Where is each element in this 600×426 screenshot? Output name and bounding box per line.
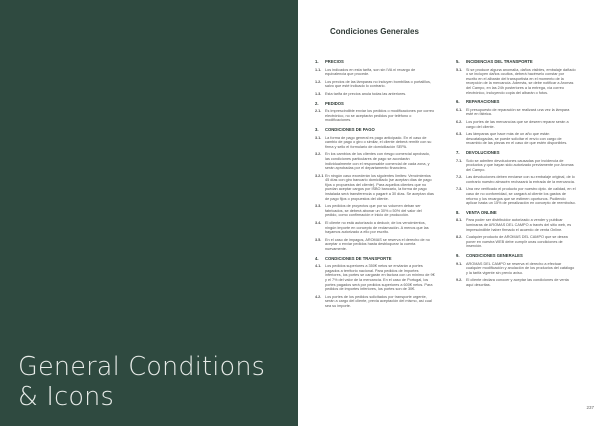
clause bbox=[315, 238, 435, 252]
section-title bbox=[315, 102, 435, 107]
section bbox=[315, 257, 435, 309]
clause-number: 4.1. bbox=[315, 264, 322, 269]
section bbox=[315, 102, 435, 123]
clause-text: Los portes de las mercancías que se deseen reparar serán a cargo del cliente. bbox=[466, 119, 569, 129]
section-number: 5. bbox=[456, 59, 460, 64]
clause bbox=[456, 218, 576, 232]
clause-number: 3.5. bbox=[315, 237, 322, 242]
clause-text: En el caso de impagos, AROMAS se reserva el derecho de no aceptar o enviar pedidos hasta desbloquear la cuenta nuevamente. bbox=[325, 237, 430, 251]
clause bbox=[315, 204, 435, 218]
clause-number: 6.3. bbox=[456, 132, 463, 137]
clause bbox=[456, 187, 576, 205]
clause-text: Esta tarifa de precios anula todas las anteriores. bbox=[325, 91, 407, 96]
section-title-text: PRECIOS bbox=[325, 59, 344, 64]
section-title bbox=[456, 211, 576, 216]
cover-title-line1: General Conditions bbox=[18, 352, 266, 382]
clause-number: 7.2. bbox=[456, 175, 463, 180]
section bbox=[456, 151, 576, 206]
clause bbox=[456, 68, 576, 96]
clause-number: 4.2. bbox=[315, 294, 322, 299]
clause-text: En los cambios de los clientes con riesgo comercial aprobado, las condiciones particulares de pago se acordarán individualmente con el responsable comercial de cada zona, y serán aprobadas por el departamento financiero. bbox=[325, 152, 430, 171]
clause-number: 8.1. bbox=[456, 218, 463, 223]
clause-text: Solo se admiten devoluciones causadas por incidencia de productos y que hayan sido autorizado previamente por Aromas del Campo. bbox=[466, 158, 574, 172]
section-number: 7. bbox=[456, 149, 460, 155]
section-title bbox=[315, 60, 435, 65]
clause bbox=[315, 92, 435, 97]
clause-number: 1.2. bbox=[315, 79, 322, 84]
right-column bbox=[456, 60, 576, 293]
clause-text: Los pedidos superiores a 350€ netos se enviarán a portes pagados a territorio nacional. Para pedidos de Importes inferiores, los portes se cargarán en factura con un mínimo de 9€ y el 7% del valor de la mercancía. En el caso de Portugal, los portes pagados será por pedidos superiores a 600€ netos. Para pedidos de importes inferiores, los portes son de 30€. bbox=[325, 264, 435, 292]
section-title-text: REPARACIONES bbox=[466, 99, 500, 105]
section-title-text: CONDICIONES GENERALES bbox=[466, 253, 523, 258]
clause-text: Los portes de los pedidos solicitados por transporte urgente, serán a cargo del cliente, previa aceptación del mismo, así cual sea su importe. bbox=[325, 294, 432, 308]
clause-text: En ningún caso excederán los siguientes límites: Vencimientos 45 días con giro bancario domiciliado (se aceptan días de pago fijos o propuestos del cliente). Para aquellos clientes que no puedan aceptar cargos por ISBO bancario, la forma de pago instalada será transferencia o pagaré a 30 días. Se aceptan días de pago fijos o propuestos del cliente. bbox=[325, 173, 434, 201]
left-column bbox=[315, 60, 435, 314]
clause-text: Los pedidos de proyectos que por su volumen deban ser fabricados, se deberá abonar un 30% o 50% del valor del pedido, como confirmación e inicio de producción. bbox=[325, 204, 422, 218]
section-title-text: CONDICIONES DE TRANSPORTE bbox=[325, 255, 392, 261]
clause-text: Las lámparas que hace más de un año que están descatalogadas, se puede solicitar el envío con cargo de recambio de las piezas en el caso de que estén disponibles. bbox=[466, 132, 568, 146]
clause-number: 6.1. bbox=[456, 107, 463, 112]
section-title-text: INCIDENCIAS DEL TRANSPORTE bbox=[466, 59, 533, 64]
section bbox=[456, 254, 576, 288]
clause-number: 3.4. bbox=[315, 221, 322, 226]
clause bbox=[315, 109, 435, 123]
clause-text: Es imprescindible enviar los pedidos o modificaciones por correo electrónico, no se aceptarán pedidos por teléfono o modificaciones. bbox=[325, 109, 435, 123]
clause bbox=[315, 68, 435, 77]
clause-text: La forma de pago general es pago anticipado. En el caso de cambio de pago o giro o similar, el cliente deberá remitir con su firma y sello el formulario de domiciliación SEPA. bbox=[325, 135, 432, 149]
clause-text: AROMAS DEL CAMPO se reserva el derecho a efectuar cualquier modificación y anulación de los productos del catálogo y la tarifa vigente sin previo aviso. bbox=[466, 261, 575, 275]
clause bbox=[315, 295, 435, 309]
clause bbox=[456, 235, 576, 249]
clause bbox=[315, 264, 435, 292]
clause-text: Los precios de las lámparas no incluyen bombillas o portalillos, salvo que esté indicado lo contrario. bbox=[325, 79, 431, 89]
section-title-text: CONDICIONES DE PAGO bbox=[325, 126, 375, 132]
cover-panel bbox=[0, 0, 298, 426]
clause bbox=[456, 159, 576, 173]
content-panel bbox=[298, 0, 600, 426]
clause-text: El presupuesto de reparación se realizará una vez la lámpara esté en fábrica. bbox=[466, 107, 570, 117]
section-title-text: DEVOLUCIONES bbox=[466, 149, 500, 155]
clause-text: Una vez verificado el producto por nuestro dpto. de calidad, en el caso de no conformidad, se cargará al cliente los gastos de retorno y los recargos que se estimen oportunos. Pudiendo aplicar hasta un 15% de penalización en concepto de reembolso. bbox=[466, 187, 576, 206]
clause bbox=[315, 136, 435, 150]
clause-number: 3.3. bbox=[315, 204, 322, 209]
page-title: Condiciones Generales bbox=[330, 27, 419, 36]
clause bbox=[456, 120, 576, 129]
clause-text: El cliente declara conocer y aceptar las condiciones de venta aquí descritas. bbox=[466, 278, 569, 287]
section-number: 2. bbox=[315, 100, 319, 106]
clause-number: 5.1. bbox=[456, 67, 463, 72]
clause bbox=[315, 221, 435, 235]
section-title bbox=[456, 254, 576, 259]
clause bbox=[456, 108, 576, 117]
clause-number: 3.2. bbox=[315, 152, 322, 157]
section bbox=[456, 60, 576, 95]
section-number: 8. bbox=[456, 209, 460, 215]
section-number: 4. bbox=[315, 255, 319, 261]
clause bbox=[315, 174, 435, 202]
page-number: 237 bbox=[586, 405, 594, 410]
section-title bbox=[456, 151, 576, 156]
clause bbox=[456, 262, 576, 276]
section-number: 3. bbox=[315, 126, 319, 132]
clause-number: 6.2. bbox=[456, 119, 463, 124]
clause bbox=[456, 278, 576, 287]
clause-number: 1.3. bbox=[315, 91, 322, 96]
section-title bbox=[456, 100, 576, 105]
clause-number: 7.1. bbox=[456, 158, 463, 163]
section-title-text: PEDIDOS bbox=[325, 100, 344, 106]
clause-text: El cliente no está autorizado a deducir, de los vencimientos, ningún importe en concepto de reclamación. A menos que las hayamos autorizado a ello por escrito. bbox=[325, 221, 429, 235]
cover-title bbox=[18, 352, 265, 412]
clause-number: 9.1. bbox=[456, 261, 463, 266]
section bbox=[456, 100, 576, 146]
clause-text: Si se produce alguna anomalía, daños visibles, embalaje dañado o se incluyen daños ocultos, deberá hacérselo constar por escrito en el albarán del transportista en el momento de la recepción de la mercancía. Además, se debe notificar a Aromas del Campo, en las 24h posteriores a la entrega, vía correo electrónico, incluyendo copia del albarán o fotos. bbox=[466, 67, 576, 95]
clause-number: 3.1. bbox=[315, 135, 322, 140]
clause bbox=[315, 152, 435, 170]
clause bbox=[456, 132, 576, 146]
clause-text: Para poder ser distribuidor autorizado a vender y publicar lumínaras de AROMAS DEL CAMPO a través del sitio web, es imprescindible haber firmado el acuerdo de venta Online. bbox=[466, 218, 572, 232]
section bbox=[315, 60, 435, 97]
clause-number: 9.2. bbox=[456, 278, 463, 283]
cover-title-line2: & Icons bbox=[18, 382, 114, 412]
clause-number: 2.1. bbox=[315, 109, 322, 114]
clause-text: Las devoluciones deben enviarse con su embalaje original, de lo contrario nuestro almacén rechazará la entrada de la mercancía. bbox=[466, 175, 575, 184]
section-title bbox=[315, 128, 435, 133]
section-number: 6. bbox=[456, 99, 460, 105]
clause bbox=[456, 175, 576, 184]
section-number: 9. bbox=[456, 253, 460, 258]
section-number: 1. bbox=[315, 59, 319, 64]
clause-text: Los indicados en esta tarifa, son sin IVA ni recargo de equivalencia que procede. bbox=[325, 67, 416, 77]
clause-number: 3.2.1 bbox=[315, 173, 324, 178]
section-title bbox=[315, 257, 435, 262]
section-title-text: VENTA ONLINE bbox=[466, 209, 497, 215]
clause-number: 7.3. bbox=[456, 187, 463, 192]
clause bbox=[315, 80, 435, 89]
clause-number: 1.1. bbox=[315, 67, 322, 72]
section bbox=[456, 211, 576, 249]
clause-number: 8.2. bbox=[456, 235, 463, 240]
section bbox=[315, 128, 435, 252]
section-title bbox=[456, 60, 576, 65]
clause-text: Cualquier producto de AROMAS DEL CAMPO que se desea poner en vuestra WEB debe cumplir unas condiciones de inserción. bbox=[466, 235, 568, 249]
